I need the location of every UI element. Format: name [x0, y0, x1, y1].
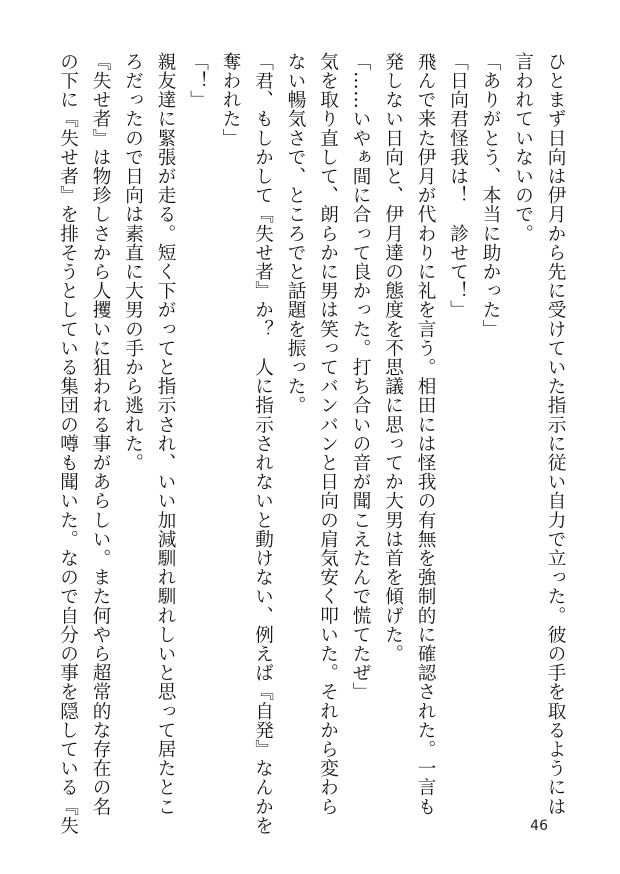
text-line: 「ありがとう、本当に助かった」	[480, 52, 501, 339]
text-line: 奪われた」	[220, 52, 241, 148]
text-line: ひとまず日向は伊月から先に受けていた指示に従い自力で立った。彼の手を取るようには	[545, 52, 566, 816]
text-line: 発しない日向と、伊月達の態度を不思議に思ってか大男は首を傾げた。	[382, 52, 404, 664]
page-number: 46	[530, 818, 548, 834]
text-line: 「！」	[187, 52, 209, 110]
text-line: 言われていないので。	[512, 52, 534, 243]
text-line: 気を取り直して、朗らかに男は笑ってバンバンと日向の肩気安く叩いた。それから変わら	[317, 52, 339, 816]
text-line: 飛んで来た伊月が代わりに礼を言う。相田には怪我の有無を強制的に確認された。一言も	[415, 52, 436, 816]
text-line: 親友達に緊張が走る。短く下がってと指示され、いい加減馴れ馴れしいと思って居たとこ	[155, 52, 176, 816]
text-line: ろだったので日向は素直に大男の手から逃れた。	[122, 52, 144, 473]
text-line: 「日向君怪我は！ 診せて！」	[447, 52, 469, 320]
text-line: の下に『失せ者』を排そうとしている集団の噂も聞いた。なので自分の事を隠している『失	[57, 52, 79, 836]
text-line: 「……いやぁ間に合って良かった。打ち合いの音が聞こえたんで慌てたぜ」	[350, 52, 371, 702]
text-line: 「君、もしかして『失せ者』か？ 人に指示されないと動けない、例えば『自発』なんかを	[252, 52, 274, 836]
text-line: ない暢気さで、ところでと話題を振った。	[285, 52, 306, 415]
text-line: 『失せ者』は物珍しさから人攫いに狙われる事があらしい。また何やら超常的な存在の名	[90, 52, 111, 816]
